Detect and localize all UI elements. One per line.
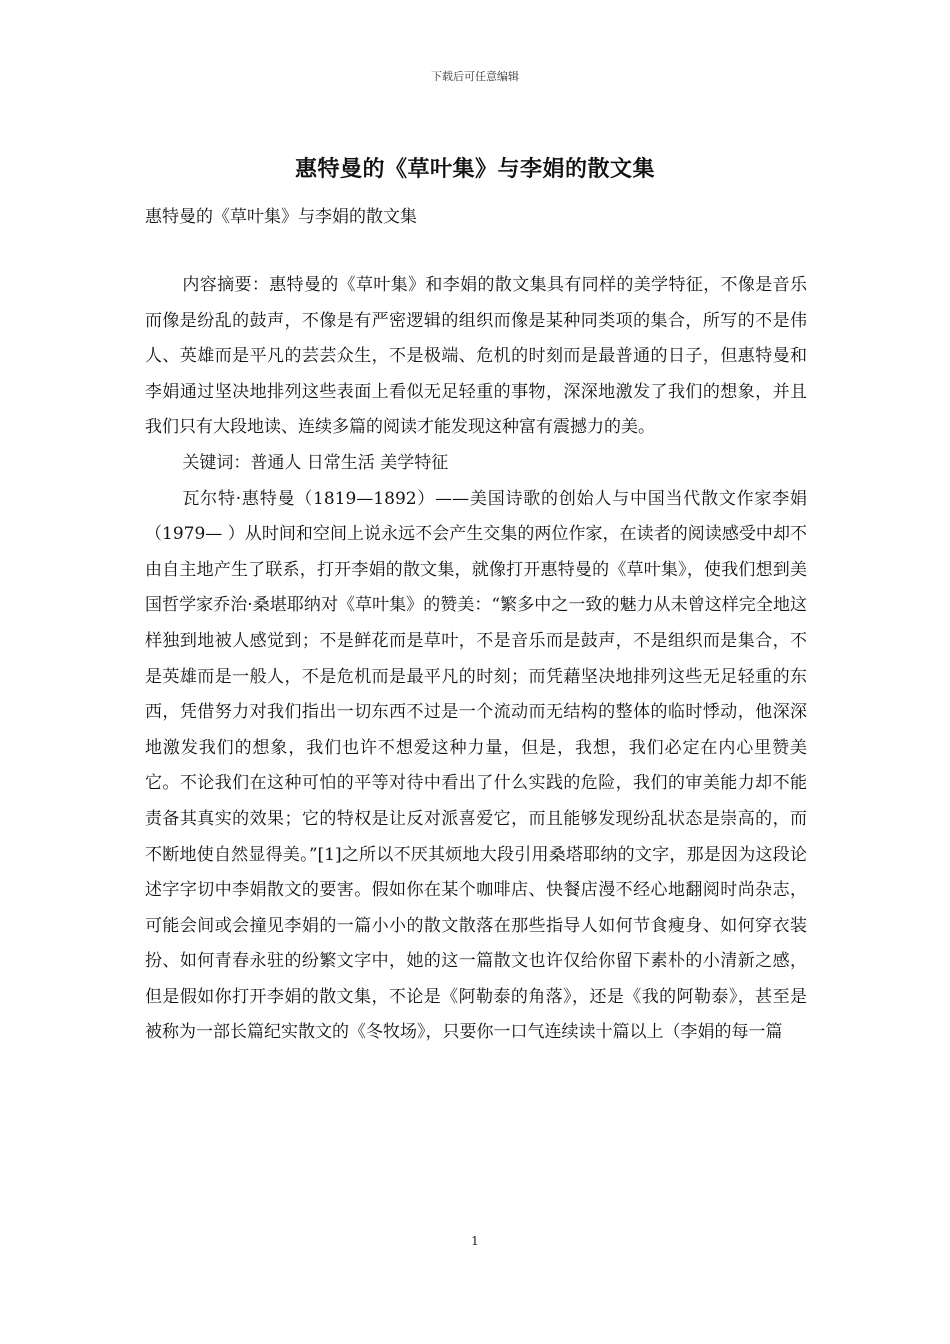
keywords-paragraph: 关键词：普通人 日常生活 美学特征 xyxy=(182,452,449,473)
body-paragraph: 瓦尔特·惠特曼（1819—1892）——美国诗歌的创始人与中国当代散文作家李娟（1979— ）从时间和空间上说永远不会产生交集的两位作家，在读者的阅读感受中却不由自主地产生了联系，打开李娟的散文集，就像打开惠特曼的《草叶集》，使我们想到美国哲学家乔治·桑堪耶纳对《草叶集》的赞美：“繁多中之一致的魅力从未曾这样完全地这样独到地被人感觉到；不是鲜花而是草叶，不是音乐而是鼓声，不是组织而是集合，不是英雄而是一般人，不是危机而是最平凡的时刻；而凭藉坚决地排列这些无足轻重的东西，凭借努力对我们指出一切东西不过是一个流动而无结构的整体的临时悸动，他深深地激发我们的想象，我们也许不想爱这种力量，但是，我想，我们必定在内心里赞美它。不论我们在这种可怕的平等对待中看出了什么实践的危险，我们的审美能力却不能责备其真实的效果；它的特权是让反对派喜爱它，而且能够发现纷乱状态是崇高的，而不断地使自然显得美。”[1]之所以不厌其烦地大段引用桑塔耶纳的文字，那是因为这段论述字字切中李娟散文的要害。假如你在某个咖啡店、快餐店漫不经心地翻阅时尚杂志，可能会间或会撞见李娟的一篇小小的散文散落在那些指导人如何节食瘦身、如何穿衣装扮、如何青春永驻的纷繁文字中，她的这一篇散文也许仅给你留下素朴的小清新之感，但是假如你打开李娟的散文集，不论是《阿勒泰的角落》，还是《我的阿勒泰》，甚至是被称为一部长篇纪实散文的《冬牧场》，只要你一口气连续读十篇以上（李娟的每一篇 xyxy=(145,488,807,1043)
document-body xyxy=(145,268,807,1051)
document-subtitle: 惠特曼的《草叶集》与李娟的散文集 xyxy=(145,207,417,227)
abstract-paragraph: 内容摘要：惠特曼的《草叶集》和李娟的散文集具有同样的美学特征，不像是音乐而像是纷乱的鼓声，不像是有严密逻辑的组织而像是某种同类项的集合，所写的不是伟人、英雄而是平凡的芸芸众生，不是极端、危机的时刻而是最普通的日子，但惠特曼和李娟通过坚决地排列这些表面上看似无足轻重的事物，深深地激发了我们的想象，并且我们只有大段地读、连续多篇的阅读才能发现这种富有震撼力的美。 xyxy=(145,275,807,438)
page-header-note: 下载后可任意编辑 xyxy=(431,70,519,83)
document-title: 惠特曼的《草叶集》与李娟的散文集 xyxy=(294,157,655,182)
page-number: 1 xyxy=(471,1234,479,1248)
